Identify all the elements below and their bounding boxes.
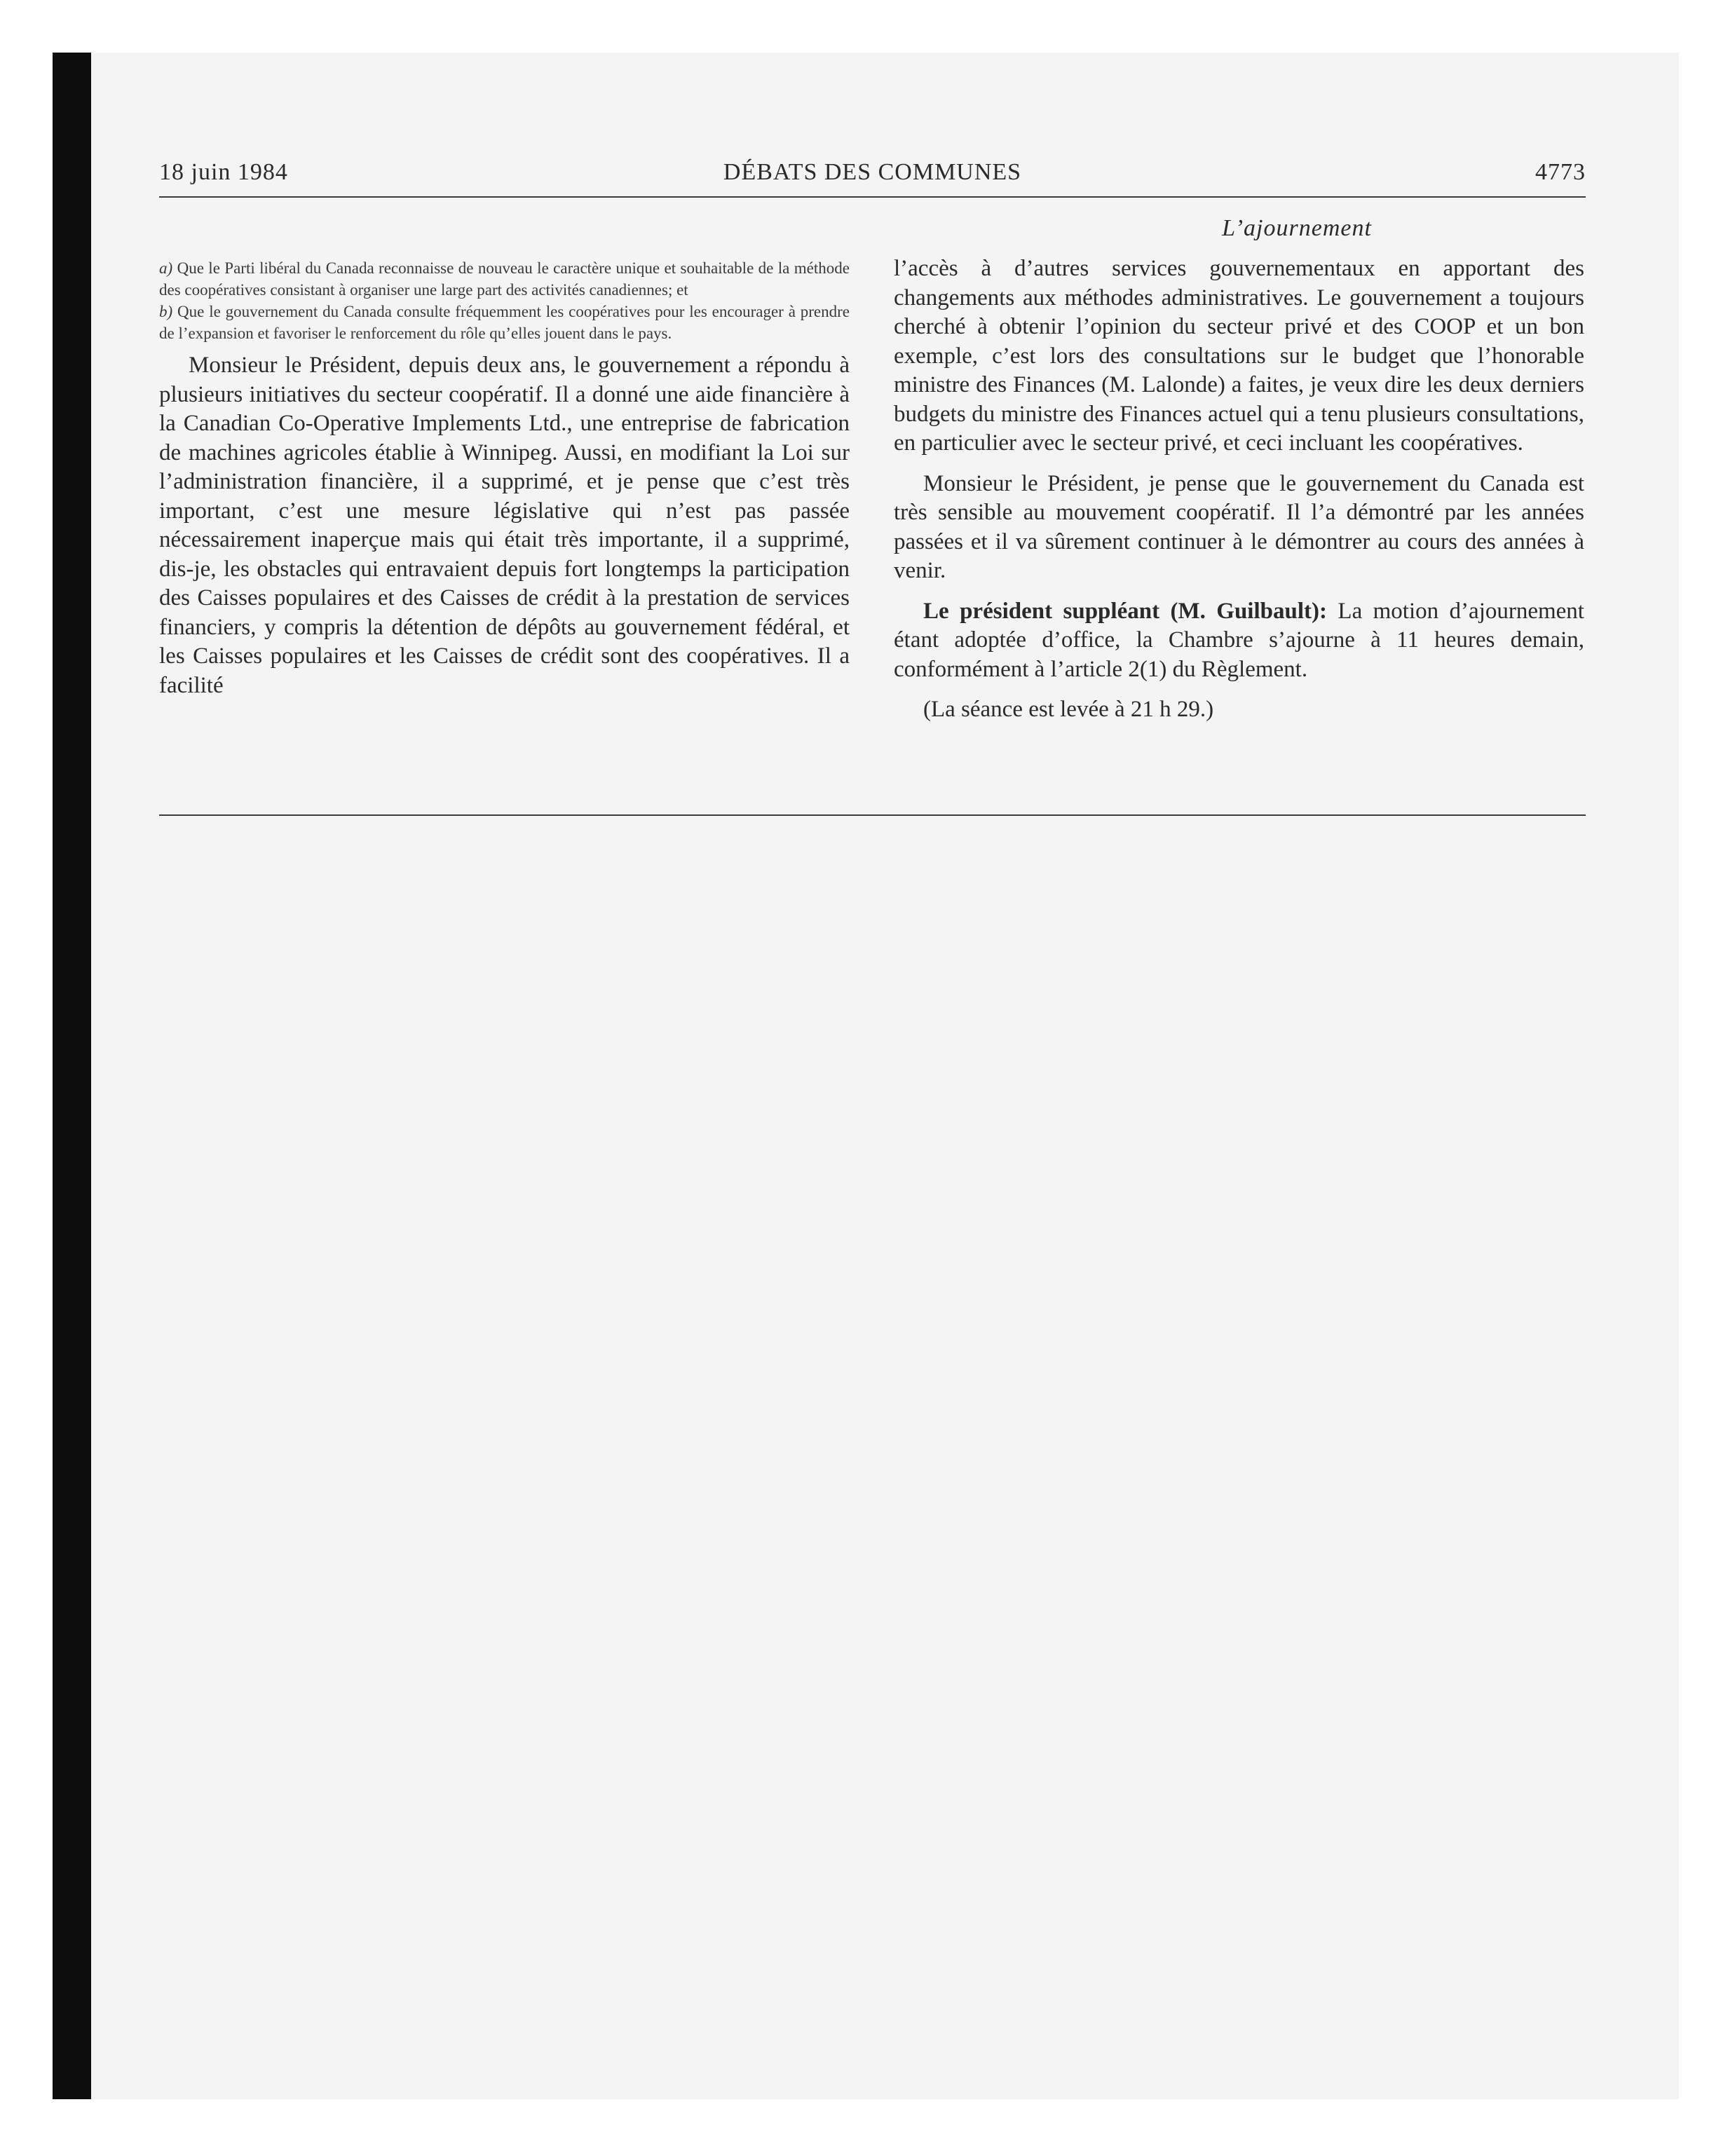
motion-a-text: Que le Parti libéral du Canada reconnaisse de nouveau le caractère unique et souhaitable de la méthode des coopératives consistant à organiser une large part des activités canadiennes; et bbox=[159, 259, 850, 299]
bottom-rule bbox=[159, 814, 1586, 816]
motion-b-text: Que le gouvernement du Canada consulte fréquemment les coopératives pour les encourager à prendre de l’expansion et favoriser le renforcement du rôle qu’elles jouent dans le pays. bbox=[159, 303, 850, 342]
page-content bbox=[53, 53, 1679, 2099]
speaker-text: La motion d’ajournement étant adoptée d’office, la Chambre s’ajourne à 11 heures demain, conformément à l’article 2(1) du Règlement. bbox=[894, 598, 1584, 682]
right-column bbox=[894, 254, 1584, 725]
motion-a-label: a) bbox=[159, 259, 173, 277]
header-rule bbox=[159, 196, 1586, 198]
section-title: L’ajournement bbox=[1222, 215, 1372, 241]
adjournment-note: (La séance est levée à 21 h 29.) bbox=[923, 697, 1214, 722]
left-paragraph: Monsieur le Président, depuis deux ans, le gouvernement a répondu à plusieurs initiatives du secteur coopératif. Il a donné une aide financière à la Canadian Co-Operative Implements Ltd., une entreprise de fabrication de machines agricoles établie à Winnipeg. Aussi, en modifiant la Loi sur l’administration financière, il a supprimé, et je pense que c’est très important, c’est une mesure législative qui n’est pas passée nécessairement inaperçue mais qui était très importante, il a supprimé, dis-je, les obstacles qui entravaient depuis fort longtemps la participation des Caisses populaires et des Caisses de crédit à la prestation de services financiers, y compris la détention de dépôts au gouvernement fédéral, et les Caisses populaires et les Caisses de crédit sont des coopératives. Il a facilité bbox=[159, 353, 850, 698]
page-number: 4773 bbox=[1535, 159, 1586, 185]
motion-text bbox=[159, 257, 850, 344]
right-paragraph-1: l’accès à d’autres services gouvernementaux en apportant des changements aux méthodes administratives. Le gouvernement a toujours cherché à obtenir l’opinion du secteur privé et des COOP et un bon exemple, c’est lors des consultations sur le budget que l’honorable ministre des Finances (M. Lalonde) a faites, je veux dire les deux derniers budgets du ministre des Finances actuel qui a tenu plusieurs consultations, en particulier avec le secteur privé, et ceci incluant les coopératives. bbox=[894, 256, 1584, 456]
right-paragraph-2: Monsieur le Président, je pense que le gouvernement du Canada est très sensible au mouvement coopératif. Il l’a démontré par les années passées et il va sûrement continuer à le démontrer au cours des années à venir. bbox=[894, 470, 1584, 583]
header-date: 18 juin 1984 bbox=[159, 159, 288, 185]
header-publication: DÉBATS DES COMMUNES bbox=[723, 159, 1022, 185]
speaker-name: Le président suppléant (M. Guilbault): bbox=[923, 598, 1327, 624]
motion-item-a bbox=[159, 257, 850, 301]
left-column bbox=[159, 257, 850, 711]
motion-item-b bbox=[159, 301, 850, 344]
speaker-paragraph bbox=[894, 597, 1584, 685]
running-header bbox=[159, 159, 1586, 193]
scanned-page bbox=[53, 53, 1679, 2099]
motion-b-label: b) bbox=[159, 303, 173, 320]
